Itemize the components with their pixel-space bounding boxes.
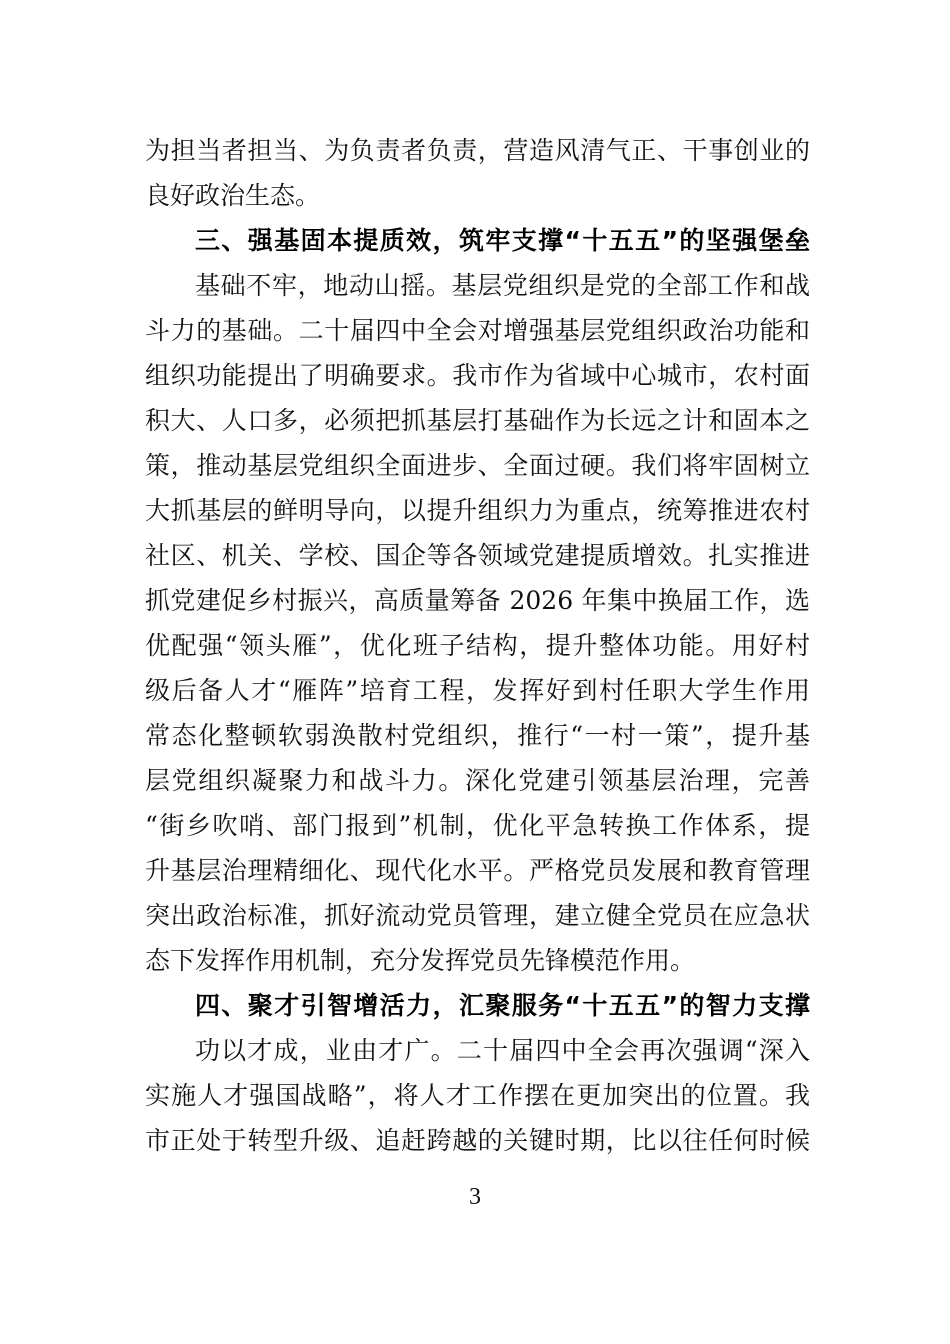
paragraph-line: 升基层治理精细化、现代化水平。严格党员发展和教育管理 xyxy=(145,856,810,885)
paragraph-line: 组织功能提出了明确要求。我市作为省域中心城市，农村面 xyxy=(145,361,810,390)
paragraph-line: 实施人才强国战略”，将人才工作摆在更加突出的位置。我 xyxy=(145,1081,810,1110)
paragraph-line: 积大、人口多，必须把抓基层打基础作为长远之计和固本之 xyxy=(145,406,810,435)
paragraph-line: 抓党建促乡村振兴，高质量筹备 2026 年集中换届工作，选 xyxy=(145,586,810,615)
paragraph-line: 层党组织凝聚力和战斗力。深化党建引领基层治理，完善 xyxy=(145,766,810,795)
paragraph-line: 社区、机关、学校、国企等各领域党建提质增效。扎实推进 xyxy=(145,541,810,570)
paragraph-line: 级后备人才“雁阵”培育工程，发挥好到村任职大学生作用 xyxy=(145,676,810,705)
section-heading-3: 三、强基固本提质效，筑牢支撑“十五五”的坚强堡垒 xyxy=(195,226,810,255)
paragraph-line: “街乡吹哨、部门报到”机制，优化平急转换工作体系，提 xyxy=(145,811,810,840)
paragraph-line: 市正处于转型升级、追赶跨越的关键时期，比以往任何时候 xyxy=(145,1126,810,1155)
paragraph-line: 突出政治标准，抓好流动党员管理，建立健全党员在应急状 xyxy=(145,901,810,930)
page-number: 3 xyxy=(469,1184,481,1210)
paragraph-line: 斗力的基础。二十届四中全会对增强基层党组织政治功能和 xyxy=(145,316,810,345)
paragraph-line: 策，推动基层党组织全面进步、全面过硬。我们将牢固树立 xyxy=(145,451,810,480)
paragraph-line: 功以才成，业由才广。二十届四中全会再次强调“深入 xyxy=(195,1036,810,1065)
paragraph-line: 良好政治生态。 xyxy=(145,181,321,210)
paragraph-line: 态下发挥作用机制，充分发挥党员先锋模范作用。 xyxy=(145,946,696,975)
paragraph-line: 常态化整顿软弱涣散村党组织，推行“一村一策”，提升基 xyxy=(145,721,810,750)
paragraph-line: 为担当者担当、为负责者负责，营造风清气正、干事创业的 xyxy=(145,136,810,165)
paragraph-line: 优配强“领头雁”，优化班子结构，提升整体功能。用好村 xyxy=(145,631,810,660)
paragraph-line: 大抓基层的鲜明导向，以提升组织力为重点，统筹推进农村 xyxy=(145,496,810,525)
paragraph-line: 基础不牢，地动山摇。基层党组织是党的全部工作和战 xyxy=(195,271,810,300)
section-heading-4: 四、聚才引智增活力，汇聚服务“十五五”的智力支撑 xyxy=(195,991,810,1020)
